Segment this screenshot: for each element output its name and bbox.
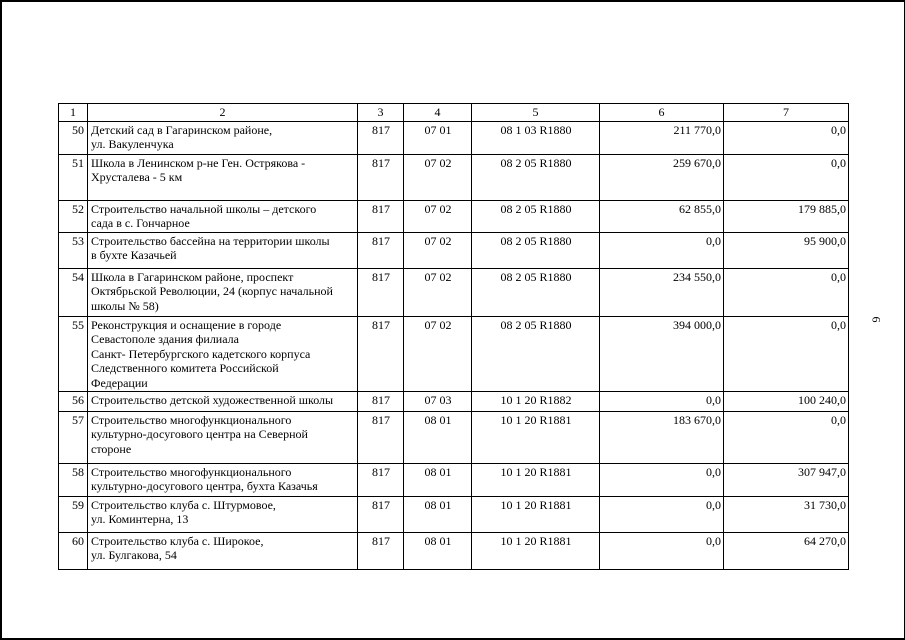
header-cell: 5 [472,104,600,122]
amount-cell: 62 855,0 [600,200,724,232]
code-cell: 817 [358,316,404,391]
page-number: 6 [869,316,884,323]
target-article-cell: 08 2 05 R1880 [472,316,600,391]
object-name-line: Строительство бассейна на территории школы [91,233,330,248]
object-name-line: Октябрьской Революции, 24 (корпус начальной [91,284,333,298]
amount-cell: 0,0 [724,268,849,316]
table-row [59,268,849,316]
amount-cell: 0,0 [724,411,849,463]
table-row [59,411,849,463]
amount-cell: 31 730,0 [724,496,849,532]
amount-cell: 259 670,0 [600,154,724,200]
amount-cell: 0,0 [724,316,849,391]
section-cell: 07 02 [404,154,472,200]
object-name-line: сада в с. Гончарное [91,216,190,230]
object-name-cell [88,121,358,154]
row-number-cell: 53 [59,232,88,268]
object-name-line: Школа в Гагаринском районе, проспект [91,269,294,284]
section-cell: 08 01 [404,411,472,463]
header-cell: 4 [404,104,472,122]
section-cell: 07 02 [404,268,472,316]
table-row [59,496,849,532]
target-article-cell: 08 2 05 R1880 [472,154,600,200]
code-cell: 817 [358,463,404,496]
row-number-cell: 56 [59,391,88,411]
object-name-cell [88,391,358,411]
section-cell: 07 02 [404,232,472,268]
object-name-line: ул. Коминтерна, 13 [91,512,189,526]
object-name-cell [88,268,358,316]
table-row [59,391,849,411]
code-cell: 817 [358,200,404,232]
amount-cell: 394 000,0 [600,316,724,391]
object-name-line: Школа в Ленинском р-не Ген. Острякова - [91,155,306,170]
object-name-line: культурно-досугового центра на Северной [91,427,308,441]
amount-cell: 0,0 [600,532,724,569]
amount-cell: 179 885,0 [724,200,849,232]
amount-cell: 0,0 [600,232,724,268]
table-row [59,121,849,154]
object-name-line: школы № 58) [91,298,159,313]
object-name-cell [88,463,358,496]
amount-cell: 0,0 [600,463,724,496]
row-number-cell: 59 [59,496,88,532]
table-row [59,200,849,232]
header-cell: 7 [724,104,849,122]
header-cell: 1 [59,104,88,122]
header-cell: 2 [88,104,358,122]
section-cell: 07 02 [404,200,472,232]
object-name-line: культурно-досугового центра, бухта Казачья [91,479,318,493]
target-article-cell: 08 1 03 R1880 [472,121,600,154]
code-cell: 817 [358,154,404,200]
object-name-cell [88,316,358,391]
object-name-line: Строительство многофункционального [91,464,292,479]
row-number-cell: 52 [59,200,88,232]
object-name-cell [88,411,358,463]
section-cell: 08 01 [404,532,472,569]
object-name-cell [88,496,358,532]
code-cell: 817 [358,268,404,316]
header-row [59,104,849,122]
object-name-line: в бухте Казачьей [91,248,177,262]
amount-cell: 307 947,0 [724,463,849,496]
code-cell: 817 [358,232,404,268]
target-article-cell: 10 1 20 R1881 [472,411,600,463]
budget-table [58,103,849,570]
object-name-line: ул. Булгакова, 54 [91,548,177,562]
target-article-cell: 08 2 05 R1880 [472,200,600,232]
row-number-cell: 54 [59,268,88,316]
row-number-cell: 51 [59,154,88,200]
table-row [59,463,849,496]
target-article-cell: 10 1 20 R1881 [472,532,600,569]
object-name-line: Следственного комитета Российской [91,361,279,375]
code-cell: 817 [358,496,404,532]
table-row [59,232,849,268]
row-number-cell: 58 [59,463,88,496]
object-name-line: Детский сад в Гагаринском районе, [91,122,273,137]
row-number-cell: 55 [59,316,88,391]
target-article-cell: 10 1 20 R1881 [472,463,600,496]
code-cell: 817 [358,121,404,154]
row-number-cell: 60 [59,532,88,569]
object-name-line: Реконструкция и оснащение в городе [91,317,282,332]
object-name-cell [88,532,358,569]
amount-cell: 0,0 [724,121,849,154]
header-cell: 6 [600,104,724,122]
object-name-line: Строительство клуба с. Широкое, [91,533,264,548]
amount-cell: 183 670,0 [600,411,724,463]
target-article-cell: 10 1 20 R1881 [472,496,600,532]
object-name-cell [88,154,358,200]
amount-cell: 211 770,0 [600,121,724,154]
amount-cell: 0,0 [600,496,724,532]
table-row [59,316,849,391]
table-row [59,532,849,569]
object-name-line: Федерации [91,375,148,390]
table-row [59,154,849,200]
object-name-cell [88,200,358,232]
object-name-line: Севастополе здания филиала [91,332,239,346]
row-number-cell: 50 [59,121,88,154]
object-name-cell [88,232,358,268]
section-cell: 07 01 [404,121,472,154]
object-name-line: Строительство начальной школы – детского [91,201,317,216]
code-cell: 817 [358,391,404,411]
amount-cell: 64 270,0 [724,532,849,569]
amount-cell: 0,0 [600,391,724,411]
target-article-cell: 10 1 20 R1882 [472,391,600,411]
amount-cell: 100 240,0 [724,391,849,411]
object-name-line: Строительство многофункционального [91,412,292,427]
section-cell: 07 02 [404,316,472,391]
object-name-line: Строительство детской художественной школы [91,392,334,407]
section-cell: 08 01 [404,496,472,532]
object-name-line: стороне [91,441,132,456]
code-cell: 817 [358,532,404,569]
header-cell: 3 [358,104,404,122]
target-article-cell: 08 2 05 R1880 [472,268,600,316]
object-name-line: ул. Вакуленчука [91,137,174,151]
object-name-line: Санкт- Петербургского кадетского корпуса [91,346,311,361]
section-cell: 08 01 [404,463,472,496]
object-name-line: Строительство клуба с. Штурмовое, [91,497,276,512]
row-number-cell: 57 [59,411,88,463]
amount-cell: 234 550,0 [600,268,724,316]
object-name-line: Хрусталева - 5 км [91,170,183,184]
target-article-cell: 08 2 05 R1880 [472,232,600,268]
section-cell: 07 03 [404,391,472,411]
amount-cell: 0,0 [724,154,849,200]
amount-cell: 95 900,0 [724,232,849,268]
code-cell: 817 [358,411,404,463]
